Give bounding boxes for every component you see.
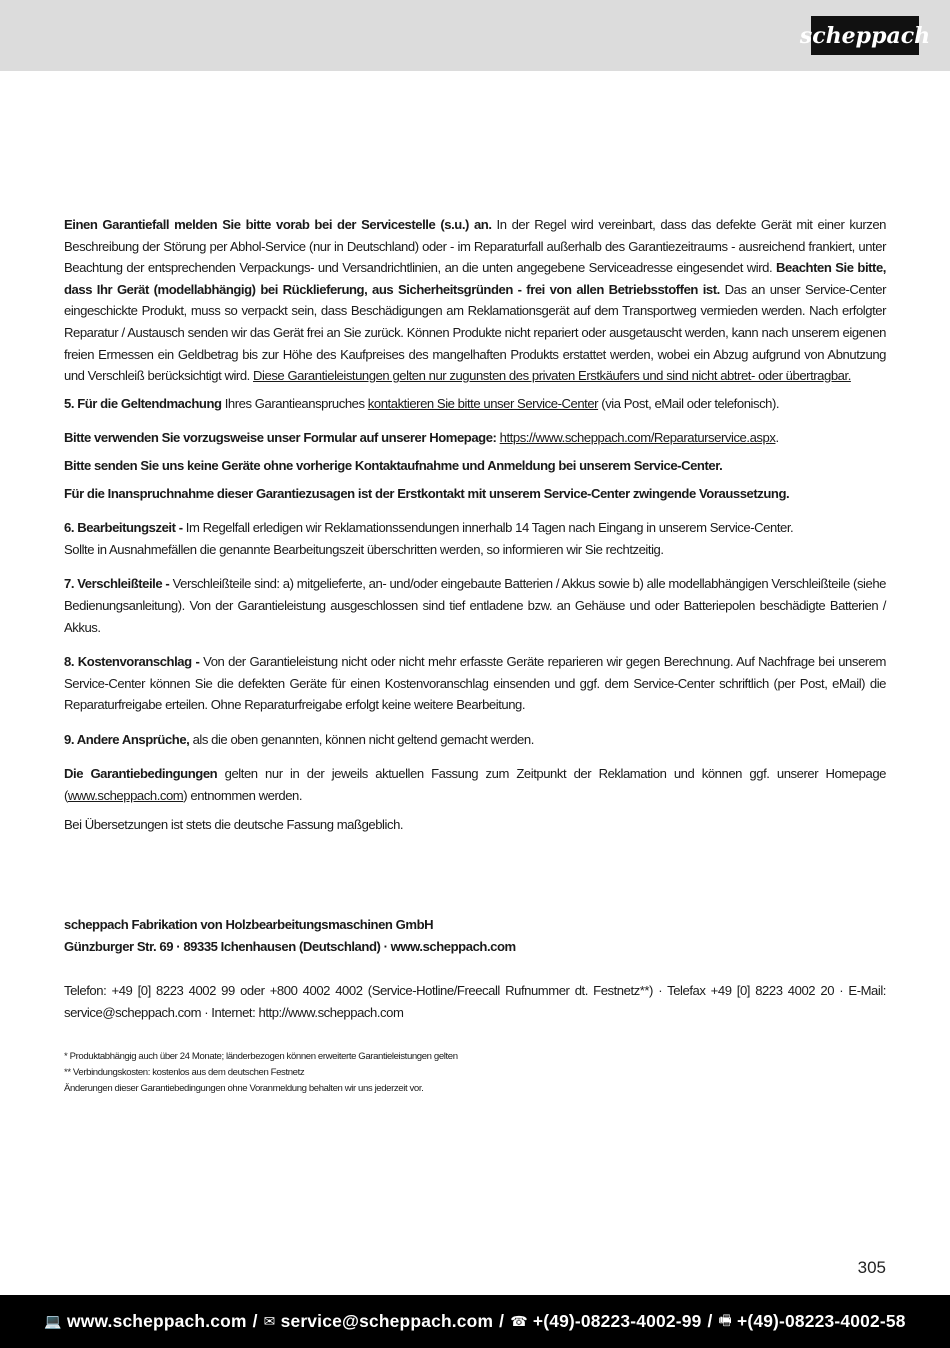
section-5-text-1: Ihres Garantieanspruches xyxy=(221,395,368,411)
phone-icon: ☎ xyxy=(510,1313,528,1330)
intro-text-2: Das an unser Service-Center eingeschickte Produkt, muss so verpackt sein, dass Beschädigungen am Reklamationsgerät auf dem Transportweg vermieden werden. Nach erfolgter Reparatur / Austausch senden wir das Gerät frei an Sie zurück. Können Produkte nicht repariert oder ausgetauscht werden, kann nach unserem eigenen freien Ermessen ein Geldbetrag bis zur Höhe des Kaufpreises des mangelhaften Produkts erstattet werden, wobei ein Abzug aufgrund von Abnutzung und Verschleiß berücksichtigt wird. xyxy=(64,281,886,384)
form-line xyxy=(64,427,886,449)
footer-phone[interactable]: +(49)-08223-4002-99 xyxy=(532,1311,702,1331)
intro-text-1: In der Regel wird vereinbart, dass das defekte Gerät mit einer kurzen Beschreibung der Störung per Abhol-Service (nur in Deutschland) oder - im Reparaturfall außerhalb des Garantiezeitraums - ausreichend frankiert, unter Beachtung der entsprechenden Verpackungs- und Versandrichtlinien, an die unten angegebene Serviceadresse eingesendet wird. xyxy=(64,217,886,276)
page-number: 305 xyxy=(857,1258,886,1277)
footer-web[interactable]: www.scheppach.com xyxy=(67,1311,247,1331)
fax-icon: 🖷 xyxy=(718,1312,732,1329)
homepage-link[interactable]: www.scheppach.com xyxy=(67,788,184,804)
section-6-text-1: Im Regelfall erledigen wir Reklamationssendungen innerhalb 14 Tagen nach Eingang in unserem Service-Center. xyxy=(182,520,794,536)
laptop-icon: 💻 xyxy=(44,1313,62,1330)
section-7-text: Verschleißteile sind: a) mitgelieferte, an- und/oder eingebaute Batterien / Akkus sowie b) alle modellabhängigen Verschleißteile (siehe Bedienungsanleitung). Von der Garantieleistung ausgeschlossen sind tief entladene bzw. an Gehäuse und oder Batteriepolen beschädigte Batterien / Akkus. xyxy=(64,576,887,635)
section-5 xyxy=(64,393,886,415)
no-devices-text: Bitte senden Sie uns keine Geräte ohne vorherige Kontaktaufnahme und Anmeldung bei unserem Service-Center. xyxy=(64,457,723,473)
conditions-text-1: gelten nur in der jeweils aktuellen Fassung zum Zeitpunkt der Reklamation und können ggf. unserer Homepage ( xyxy=(64,766,887,804)
section-9-title: 9. Andere Ansprüche, xyxy=(64,731,190,747)
form-line-label: Bitte verwenden Sie vorzugsweise unser Formular auf unserer Homepage: xyxy=(64,430,500,446)
section-5-contact: kontaktieren Sie bitte unser Service-Center xyxy=(367,395,599,411)
form-line-dot: . xyxy=(775,430,779,446)
section-6 xyxy=(64,517,886,560)
section-5-title: 5. Für die Geltendmachung xyxy=(64,395,222,411)
repair-service-link[interactable]: https://www.scheppach.com/Reparaturservice.aspx xyxy=(499,430,776,446)
section-8-text: Von der Garantieleistung nicht oder nicht mehr erfasste Geräte reparieren wir gegen Berechnung. Auf Nachfrage bei unserem Service-Center können Sie die defekten Geräte für einen Kostenvoranschlag einsenden und ggf. dem Service-Center schriftlich (per Post, eMail) die Reparaturfreigabe erteilen. Ohne Reparaturfreigabe erfolgt keine weitere Bearbeitung. xyxy=(64,654,886,713)
footnote-2: ** Verbindungskosten: kostenlos aus dem deutschen Festnetz xyxy=(64,1067,305,1078)
intro-bold-1: Einen Garantiefall melden Sie bitte vorab bei der Servicestelle (s.u.) an. xyxy=(64,217,492,232)
company-address xyxy=(64,914,886,957)
mail-icon: ✉ xyxy=(263,1313,276,1330)
company-street: Günzburger Str. 69 · 89335 Ichenhausen (Deutschland) · www.scheppach.com xyxy=(64,938,516,954)
contact-line: Telefon: +49 [0] 8223 4002 99 oder +800 4002 4002 (Service-Hotline/Freecall Rufnummer dt. Festnetz**) · Telefax +49 [0] 8223 4002 20 · E-Mail: service@scheppach.com · Internet: http://www.scheppach.com xyxy=(64,983,886,1020)
conditions-text-2: ) entnommen werden. xyxy=(183,788,303,804)
intro-underline: Diese Garantieleistungen gelten nur zugunsten des privaten Erstkäufers und sind nicht abtret- oder übertragbar. xyxy=(253,368,851,384)
scheppach-logo: scheppach xyxy=(811,16,919,55)
page-header xyxy=(0,0,950,71)
footnote-1: * Produktabhängig auch über 24 Monate; länderbezogen können erweiterte Garantieleistungen gelten xyxy=(64,1051,458,1062)
section-7-title: 7. Verschleißteile - xyxy=(64,576,170,592)
translation-line: Bei Übersetzungen ist stets die deutsche Fassung maßgeblich. xyxy=(64,816,404,832)
footer-fax: +(49)-08223-4002-58 xyxy=(736,1311,906,1331)
footer-separator: / xyxy=(707,1311,713,1331)
section-8 xyxy=(64,651,886,716)
conditions-title: Die Garantiebedingungen xyxy=(64,766,218,782)
footer-separator: / xyxy=(252,1311,258,1331)
no-devices-line xyxy=(64,455,886,477)
section-9 xyxy=(64,729,886,751)
section-8-title: 8. Kostenvoranschlag - xyxy=(64,654,200,670)
section-9-text: als die oben genannten, können nicht geltend gemacht werden. xyxy=(189,731,534,747)
footer-email[interactable]: service@scheppach.com xyxy=(280,1311,494,1331)
section-6-title: 6. Bearbeitungszeit - xyxy=(64,520,183,536)
conditions-paragraph xyxy=(64,763,886,806)
intro-bold-2: Beachten Sie bitte, dass Ihr Gerät (modellabhängig) bei Rücklieferung, aus Sicherheitsgründen - frei von allen Betriebsstoffen ist. xyxy=(64,260,886,297)
section-6-text-2: Sollte in Ausnahmefällen die genannte Bearbeitungszeit überschritten werden, so informieren wir Sie rechtzeitig. xyxy=(64,541,664,557)
footer-separator: / xyxy=(499,1311,505,1331)
section-7 xyxy=(64,573,886,638)
footnotes xyxy=(64,1049,886,1097)
company-name: scheppach Fabrikation von Holzbearbeitungsmaschinen GmbH xyxy=(64,917,434,932)
footnote-3: Änderungen dieser Garantiebedingungen ohne Voranmeldung behalten wir uns jederzeit vor. xyxy=(64,1083,424,1094)
section-5-text-2: (via Post, eMail oder telefonisch). xyxy=(598,395,780,411)
intro-paragraph xyxy=(64,214,886,387)
warranty-text xyxy=(64,214,886,835)
footer-bar xyxy=(0,1295,950,1348)
first-contact-text: Für die Inanspruchnahme dieser Garantiezusagen ist der Erstkontakt mit unserem Service-Center zwingende Voraussetzung. xyxy=(64,485,790,501)
first-contact-line xyxy=(64,483,886,505)
